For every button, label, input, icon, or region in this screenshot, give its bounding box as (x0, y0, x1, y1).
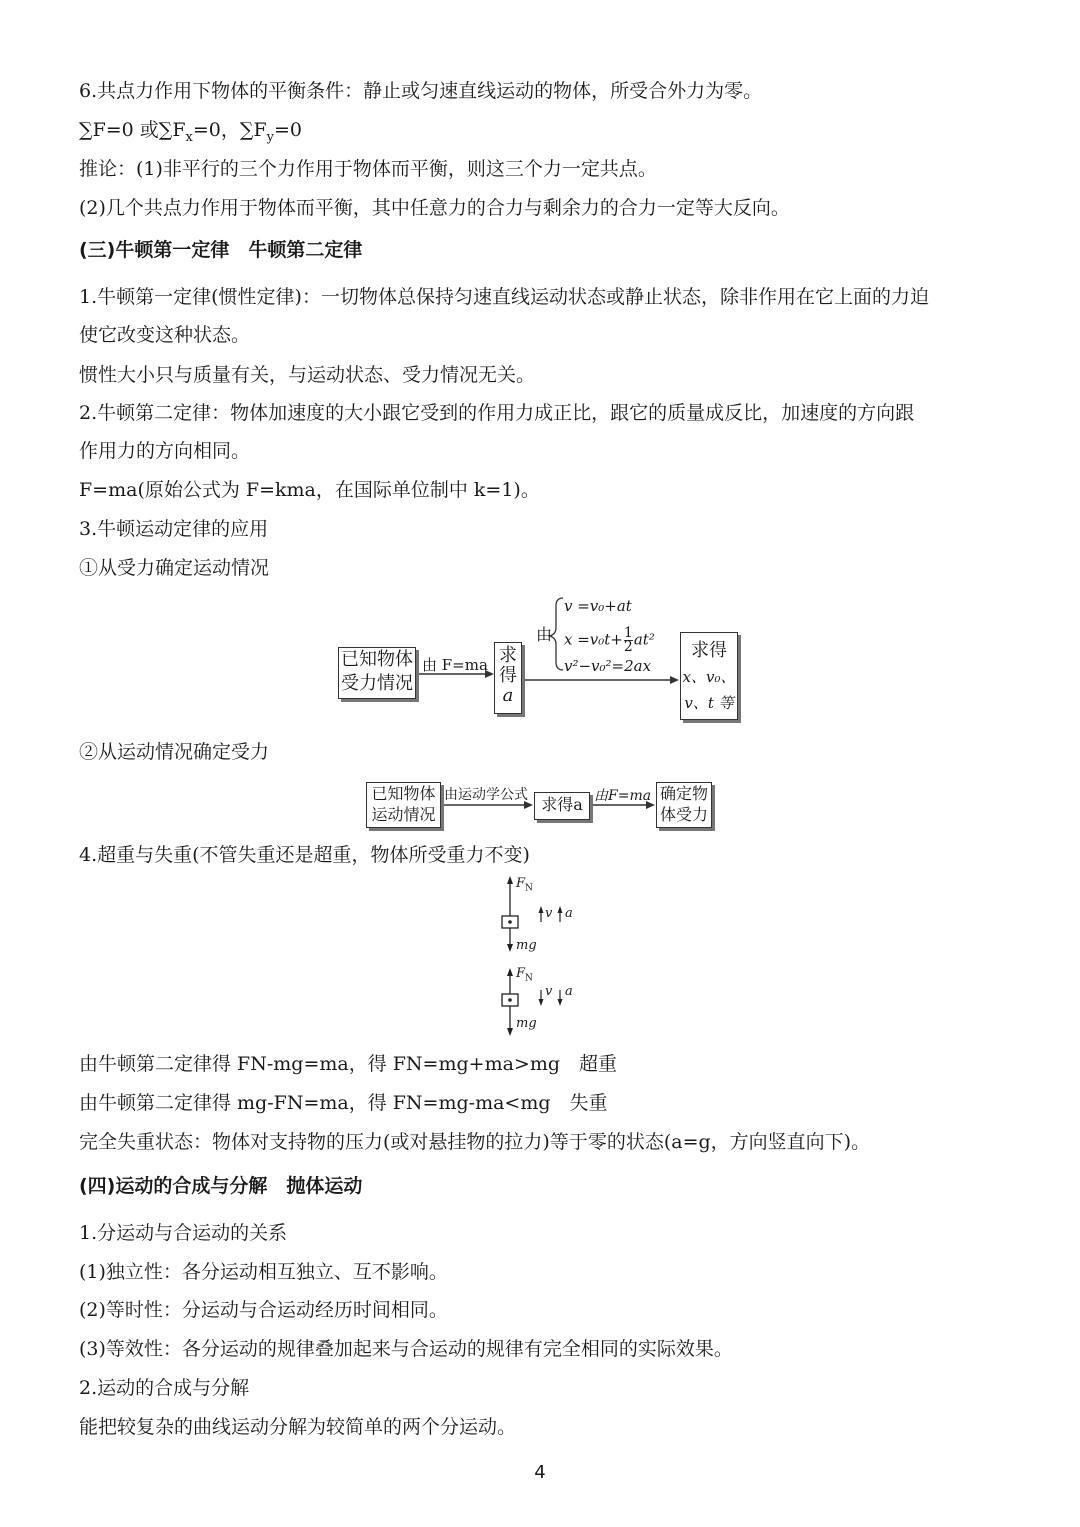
box-text: 体受力 (659, 805, 708, 824)
fn-sub: N (525, 883, 533, 894)
formula-part: =0，∑F (192, 119, 267, 141)
line-decomposition: 能把较复杂的曲线运动分解为较简单的两个分运动。 (79, 1416, 517, 1438)
label-normal-force-top (516, 876, 533, 894)
label-acceleration-bottom: a (565, 984, 573, 999)
line-component-motion: 1.分运动与合运动的关系 (79, 1222, 288, 1244)
box-text: 确定物 (659, 784, 708, 803)
line-newton-first: 1.牛顿第一定律(惯性定律)：一切物体总保持匀速直线运动状态或静止状态，除非作用在它上面的力迫 (79, 286, 929, 308)
line-fma: F=ma(原始公式为 F=kma，在国际单位制中 k=1)。 (79, 479, 540, 501)
eq-part: at² (633, 630, 655, 649)
line-newton-first-cont: 使它改变这种状态。 (79, 324, 251, 346)
fraction-num: 1 (623, 625, 633, 641)
label-gravity-bottom: mg (516, 1016, 537, 1031)
label-velocity-top: v (545, 906, 553, 921)
fn-sub: N (525, 973, 533, 984)
equation-velocity: v =v₀+at (564, 597, 632, 615)
box-text: 得 (499, 665, 517, 686)
box-text: 运动情况 (371, 805, 436, 824)
box-text: 求得 (691, 640, 727, 661)
eq-part: x =v₀t+ (564, 630, 623, 649)
line-inertia: 惯性大小只与质量有关，与运动状态、受力情况无关。 (79, 364, 536, 386)
line-composition: 2.运动的合成与分解 (79, 1377, 250, 1399)
formula-sub-y: y (266, 129, 275, 145)
line-complete-weightless: 完全失重状态：物体对支持物的压力(或对悬挂物的拉力)等于零的状态(a=g，方向竖直向下)。 (79, 1131, 871, 1153)
arrow-label-fma-2: 由F=ma (594, 788, 652, 804)
box-text: 受力情况 (341, 673, 413, 694)
line-corollary-1: 推论：(1)非平行的三个力作用于物体而平衡，则这三个力一定共点。 (79, 158, 657, 180)
box-text: 已知物体 (341, 649, 413, 670)
fn-letter: F (516, 876, 526, 891)
section-heading-3: (三)牛顿第一定律 牛顿第二定律 (79, 239, 363, 261)
label-you: 由 (536, 625, 553, 644)
box-text: x、v₀、 (682, 668, 736, 686)
line-overweight-formula: 由牛顿第二定律得 FN-mg=ma，得 FN=mg+ma>mg 超重 (79, 1053, 618, 1075)
line-from-force: ①从受力确定运动情况 (79, 557, 270, 579)
arrow-label-fma: 由 F=ma (422, 656, 488, 674)
line-weightless-formula: 由牛顿第二定律得 mg-FN=ma，得 FN=mg-ma<mg 失重 (79, 1092, 608, 1114)
section-heading-4: (四)运动的合成与分解 抛体运动 (79, 1175, 363, 1197)
line-newton-second: 2.牛顿第二定律：物体加速度的大小跟它受到的作用力成正比，跟它的质量成反比，加速度的方向跟 (79, 402, 915, 424)
label-velocity-bottom: v (545, 984, 553, 999)
line-simultaneity: (2)等时性：分运动与合运动经历时间相同。 (79, 1299, 448, 1321)
equation-velocity-squared: v²−v₀²=2ax (564, 657, 652, 675)
line-equivalence: (3)等效性：各分运动的规律叠加起来与合运动的规律有完全相同的实际效果。 (79, 1338, 733, 1360)
label-gravity-top: mg (516, 938, 537, 953)
line-application: 3.牛顿运动定律的应用 (79, 518, 269, 540)
line-equilibrium-condition: 6.共点力作用下物体的平衡条件：静止或匀速直线运动的物体，所受合外力为零。 (79, 80, 763, 102)
formula-part: =0 (274, 119, 303, 141)
box-text: a (502, 685, 514, 706)
line-corollary-2: (2)几个共点力作用于物体而平衡，其中任意力的合力与剩余力的合力一定等大反向。 (79, 197, 790, 219)
fn-letter: F (516, 966, 526, 981)
box-text: v、t 等 (684, 694, 734, 712)
box-find-a-2: 求得a (534, 792, 590, 820)
box-text: 求 (499, 645, 517, 666)
formula-sub-x: x (185, 129, 193, 145)
box-text: 已知物体 (371, 784, 436, 803)
arrow-label-kinematics: 由运动学公式 (444, 787, 528, 803)
page-number: 4 (534, 1462, 546, 1483)
label-acceleration-top: a (565, 906, 573, 921)
fraction-den: 2 (623, 639, 633, 655)
label-normal-force-bottom (516, 966, 533, 984)
line-independence: (1)独立性：各分运动相互独立、互不影响。 (79, 1261, 448, 1283)
line-newton-second-cont: 作用力的方向相同。 (79, 440, 251, 462)
line-overweight: 4.超重与失重(不管失重还是超重，物体所受重力不变) (79, 844, 530, 866)
formula-part: ∑F=0 或∑F (79, 119, 186, 141)
line-from-motion: ②从运动情况确定受力 (79, 741, 270, 763)
